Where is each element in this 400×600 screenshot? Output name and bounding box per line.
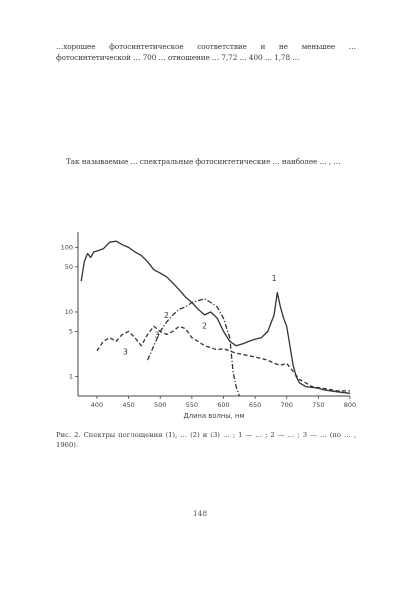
- chart-series: [81, 241, 350, 396]
- spectrum-figure: [52, 228, 362, 428]
- paragraph-2: [56, 157, 356, 168]
- chart-labels: [123, 274, 277, 356]
- curve-number-label: 2: [202, 321, 207, 331]
- paragraph-1-text: …хорошее фотосинтетическое соответствие и не меньшее … фотосинтетической … 700 … отношение … 7,72 … 400 … 1,78 …: [56, 42, 356, 62]
- x-tick-label: 450: [122, 401, 135, 409]
- curve-number-label: 3: [154, 330, 160, 340]
- x-tick-label: 400: [90, 401, 104, 409]
- y-tick-label: 100: [60, 243, 73, 252]
- curve-number-label: 2: [164, 311, 169, 321]
- curve-number-label: 3: [123, 347, 128, 357]
- spectrum-chart: [52, 228, 362, 428]
- series-line-2: [97, 326, 350, 391]
- y-tick-label: 5: [68, 327, 73, 336]
- x-tick-label: 650: [248, 401, 262, 409]
- series-line-3: [148, 299, 240, 396]
- x-tick-label: 700: [280, 401, 293, 409]
- y-tick-label: 50: [64, 262, 73, 271]
- series-line-1: [81, 241, 350, 393]
- figure-caption: Рис. 2. Спектры поглощения (1), … (2) и (3) … ; 1 — … ; 2 — … ; 3 — … (по … , 1960).: [56, 431, 356, 449]
- y-tick-label: 1: [68, 372, 73, 381]
- curve-number-label: 1: [271, 274, 277, 284]
- x-tick-label: 800: [343, 401, 357, 409]
- x-tick-label: 600: [217, 401, 230, 409]
- page-number: 148: [192, 509, 208, 518]
- paragraph-1: [56, 42, 356, 63]
- x-tick-label: 550: [185, 401, 199, 409]
- x-axis-label: Длина волны, нм: [183, 412, 245, 420]
- x-tick-label: 750: [312, 401, 325, 409]
- paragraph-2-text: Так называемые … спектральные фотосинтетические … наиболее … , …: [66, 157, 341, 166]
- chart-axes: [61, 232, 357, 420]
- x-tick-label: 500: [154, 401, 167, 409]
- y-tick-label: 10: [64, 307, 73, 316]
